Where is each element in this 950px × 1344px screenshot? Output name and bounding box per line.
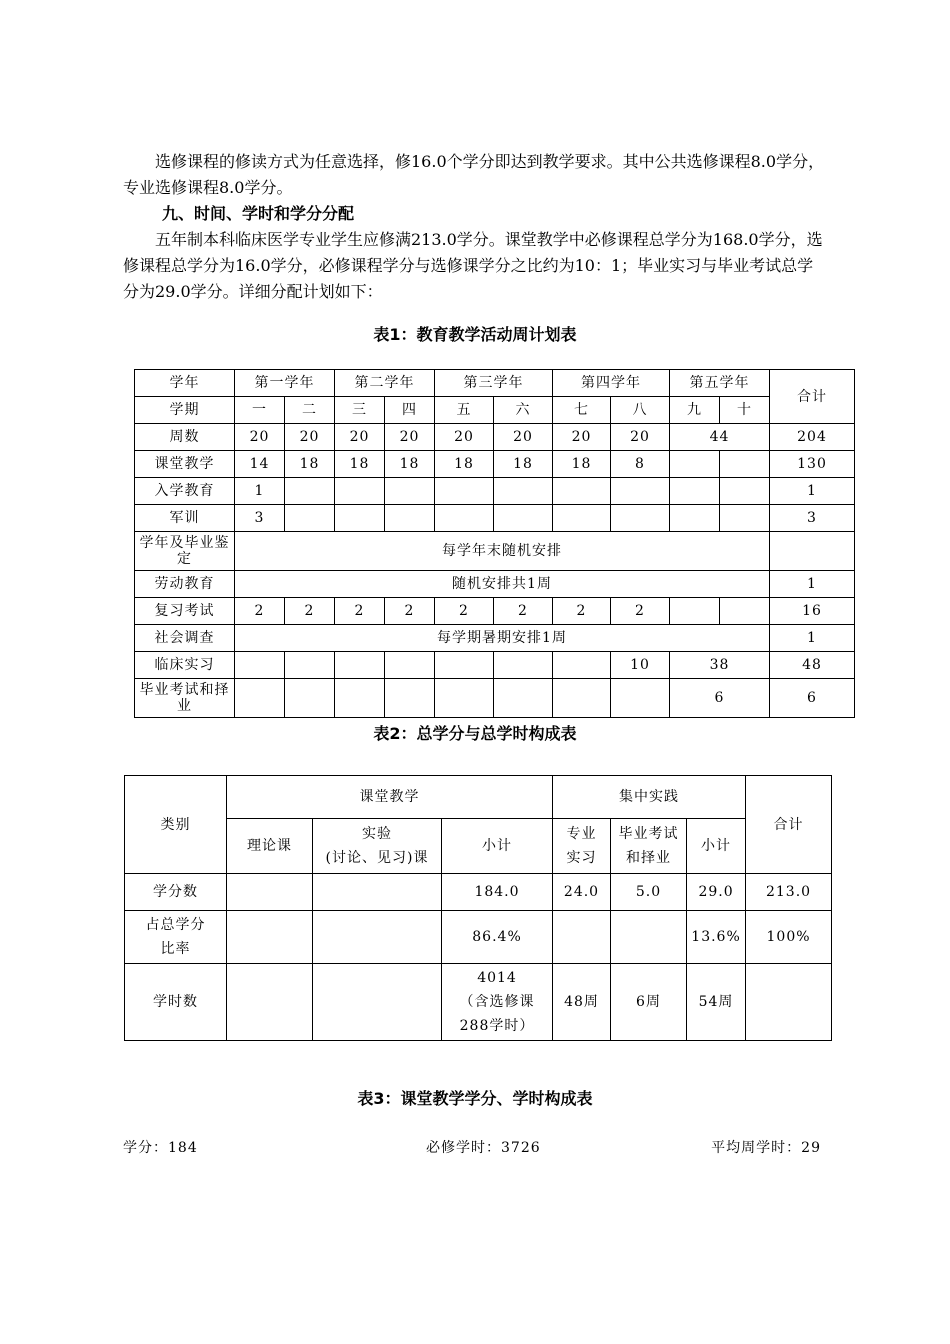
table-cell	[494, 478, 553, 505]
table-cell: 1	[235, 478, 285, 505]
table-cell	[553, 478, 611, 505]
table-cell: 6	[670, 679, 770, 718]
table-cell	[313, 964, 442, 1041]
table-cell: 2	[611, 598, 670, 625]
table-cell: 18	[335, 451, 385, 478]
table-cell: 2	[335, 598, 385, 625]
table-cell: 2	[385, 598, 435, 625]
table-cell	[435, 505, 494, 532]
table-cell: 2	[285, 598, 335, 625]
table-cell	[611, 478, 670, 505]
table-cell: 第四学年	[553, 370, 670, 397]
table-cell	[720, 505, 770, 532]
table-cell: 18	[553, 451, 611, 478]
table-cell	[553, 911, 611, 964]
table-cell: 18	[494, 451, 553, 478]
table-row	[135, 397, 855, 424]
credits-total: 学分：184	[123, 1140, 198, 1156]
table-cell: 3	[770, 505, 855, 532]
table-cell: 劳动教育	[135, 571, 235, 598]
table-cell: 学年及毕业鉴定	[135, 532, 235, 571]
table-cell: 第一学年	[235, 370, 335, 397]
table-cell	[227, 964, 313, 1041]
table-cell	[385, 652, 435, 679]
cell-line: 4014	[477, 970, 517, 986]
table-row	[135, 370, 855, 397]
table-cell: 100%	[746, 911, 832, 964]
table-cell	[442, 964, 553, 1041]
table-cell: 课堂教学	[227, 776, 553, 819]
table-cell: 五	[435, 397, 494, 424]
table-cell	[553, 819, 611, 874]
table-cell	[494, 679, 553, 718]
table-cell: 第二学年	[335, 370, 435, 397]
table-cell	[611, 911, 687, 964]
table-cell	[285, 478, 335, 505]
table-cell: 八	[611, 397, 670, 424]
table-cell: 8	[611, 451, 670, 478]
table-row	[135, 505, 855, 532]
cell-line: 占总学分	[145, 917, 206, 933]
table-cell: 20	[235, 424, 285, 451]
table-cell: 2	[235, 598, 285, 625]
table-row	[135, 424, 855, 451]
table-cell: 二	[285, 397, 335, 424]
table-cell: 临床实习	[135, 652, 235, 679]
table2-caption: 表2：总学分与总学时构成表	[373, 724, 577, 743]
table-cell: 学时数	[125, 964, 227, 1041]
table-cell: 184.0	[442, 874, 553, 911]
table-row	[125, 776, 832, 819]
table-cell: 18	[285, 451, 335, 478]
table-cell: 204	[770, 424, 855, 451]
table-cell	[385, 478, 435, 505]
cell-line: 专业	[566, 826, 597, 842]
table-cell: 合计	[746, 776, 832, 874]
table-row	[135, 652, 855, 679]
table-cell: 14	[235, 451, 285, 478]
table-cell	[435, 478, 494, 505]
cell-line: (讨论、见习)课	[325, 850, 429, 866]
table-cell: 20	[385, 424, 435, 451]
table-cell	[385, 505, 435, 532]
table-cell	[313, 819, 442, 874]
table-cell	[611, 505, 670, 532]
table-cell: 20	[435, 424, 494, 451]
table3-summary	[123, 1137, 821, 1157]
table-cell: 29.0	[687, 874, 746, 911]
table-cell	[227, 911, 313, 964]
table-cell: 20	[611, 424, 670, 451]
table-cell: 集中实践	[553, 776, 746, 819]
table-cell: 四	[385, 397, 435, 424]
cell-line: 实验	[362, 826, 392, 842]
table-cell: 第三学年	[435, 370, 553, 397]
table-cell: 周数	[135, 424, 235, 451]
table-cell: 类别	[125, 776, 227, 874]
table-row	[125, 874, 832, 911]
table-cell: 48周	[553, 964, 611, 1041]
table-cell: 九	[670, 397, 720, 424]
table-cell: 1	[770, 478, 855, 505]
table-row	[135, 598, 855, 625]
table-cell: 16	[770, 598, 855, 625]
table-cell	[435, 679, 494, 718]
table-cell: 七	[553, 397, 611, 424]
table-cell	[746, 964, 832, 1041]
table-cell	[235, 679, 285, 718]
table-cell: 理论课	[227, 819, 313, 874]
cell-line: 实习	[566, 850, 597, 866]
table-cell: 1	[770, 571, 855, 598]
table-row	[125, 819, 832, 874]
table-cell: 学分数	[125, 874, 227, 911]
table-cell: 38	[670, 652, 770, 679]
table-cell: 军训	[135, 505, 235, 532]
table-cell: 86.4%	[442, 911, 553, 964]
table-cell	[335, 679, 385, 718]
table-cell: 小计	[687, 819, 746, 874]
table-cell	[670, 451, 720, 478]
table-cell	[335, 478, 385, 505]
table-cell: 6周	[611, 964, 687, 1041]
table-cell: 随机安排共1周	[235, 571, 770, 598]
table-cell: 20	[285, 424, 335, 451]
table-cell: 20	[494, 424, 553, 451]
credit-hour-table	[124, 775, 832, 1041]
table-cell: 学年	[135, 370, 235, 397]
table-cell	[435, 652, 494, 679]
table-cell	[227, 874, 313, 911]
table-cell: 130	[770, 451, 855, 478]
section-heading: 九、时间、学时和学分分配	[162, 204, 355, 223]
table-cell: 213.0	[746, 874, 832, 911]
table-cell	[553, 679, 611, 718]
table-cell: 合计	[770, 370, 855, 424]
table-cell: 24.0	[553, 874, 611, 911]
table-row	[125, 964, 832, 1041]
table-cell: 44	[670, 424, 770, 451]
cell-line: 288学时）	[459, 1018, 535, 1034]
table-cell	[770, 532, 855, 571]
table-cell	[670, 598, 720, 625]
cell-line: （含选修课	[459, 994, 535, 1010]
table-cell: 13.6%	[687, 911, 746, 964]
required-hours: 必修学时：3726	[426, 1140, 541, 1156]
table-cell: 20	[553, 424, 611, 451]
table-row	[125, 911, 832, 964]
table-cell: 48	[770, 652, 855, 679]
table-cell: 十	[720, 397, 770, 424]
table-cell	[313, 911, 442, 964]
table-cell: 学期	[135, 397, 235, 424]
table-row	[135, 532, 855, 571]
table-cell: 课堂教学	[135, 451, 235, 478]
table-cell: 六	[494, 397, 553, 424]
table-cell: 三	[335, 397, 385, 424]
table-cell: 毕业考试和择业	[135, 679, 235, 718]
table-cell	[494, 505, 553, 532]
table-cell	[670, 478, 720, 505]
table-cell	[553, 505, 611, 532]
table-cell	[553, 652, 611, 679]
table-cell	[494, 652, 553, 679]
table-cell: 入学教育	[135, 478, 235, 505]
table-cell: 2	[494, 598, 553, 625]
table-cell	[285, 505, 335, 532]
cell-line: 和择业	[626, 850, 672, 866]
table-cell	[720, 478, 770, 505]
table-cell: 每学年末随机安排	[235, 532, 770, 571]
weekly-plan-table	[134, 369, 855, 718]
table-cell: 6	[770, 679, 855, 718]
table-cell	[313, 874, 442, 911]
table-row	[135, 625, 855, 652]
table-row	[135, 478, 855, 505]
intro-paragraph-2: 五年制本科临床医学专业学生应修满213.0学分。课堂教学中必修课程总学分为168.0学分，选修课程总学分为16.0学分，必修课程学分与选修课学分之比约为10：1；毕业实习与毕业考试总学分为29.0学分。详细分配计划如下：	[123, 230, 823, 301]
table-cell	[125, 911, 227, 964]
table-cell: 一	[235, 397, 285, 424]
table-cell: 第五学年	[670, 370, 770, 397]
table1-caption: 表1：教育教学活动周计划表	[373, 325, 577, 344]
table-cell: 复习考试	[135, 598, 235, 625]
table-cell: 1	[770, 625, 855, 652]
table-row	[135, 571, 855, 598]
table-cell	[670, 505, 720, 532]
cell-line: 毕业考试	[618, 826, 679, 842]
table-cell: 2	[435, 598, 494, 625]
table-cell	[611, 819, 687, 874]
table-cell	[335, 652, 385, 679]
table-cell: 10	[611, 652, 670, 679]
table-cell	[285, 652, 335, 679]
table-row	[135, 679, 855, 718]
table-cell: 每学期暑期安排1周	[235, 625, 770, 652]
table-cell: 54周	[687, 964, 746, 1041]
table-cell	[235, 652, 285, 679]
table-cell: 2	[553, 598, 611, 625]
intro-paragraph-1: 选修课程的修读方式为任意选择，修16.0个学分即达到教学要求。其中公共选修课程8.0学分，专业选修课程8.0学分。	[123, 152, 825, 197]
table-cell: 社会调查	[135, 625, 235, 652]
weekly-hours: 平均周学时：29	[711, 1140, 821, 1156]
table-cell	[720, 451, 770, 478]
table-cell	[385, 679, 435, 718]
table3-caption: 表3：课堂教学学分、学时构成表	[357, 1089, 593, 1108]
table-cell: 3	[235, 505, 285, 532]
table-cell: 18	[435, 451, 494, 478]
table-cell	[720, 598, 770, 625]
table-cell: 5.0	[611, 874, 687, 911]
table-row	[135, 451, 855, 478]
table-cell: 18	[385, 451, 435, 478]
table-cell	[285, 679, 335, 718]
table-cell: 20	[335, 424, 385, 451]
table-cell: 小计	[442, 819, 553, 874]
table-cell	[611, 679, 670, 718]
cell-line: 比率	[160, 941, 191, 957]
table-cell	[335, 505, 385, 532]
